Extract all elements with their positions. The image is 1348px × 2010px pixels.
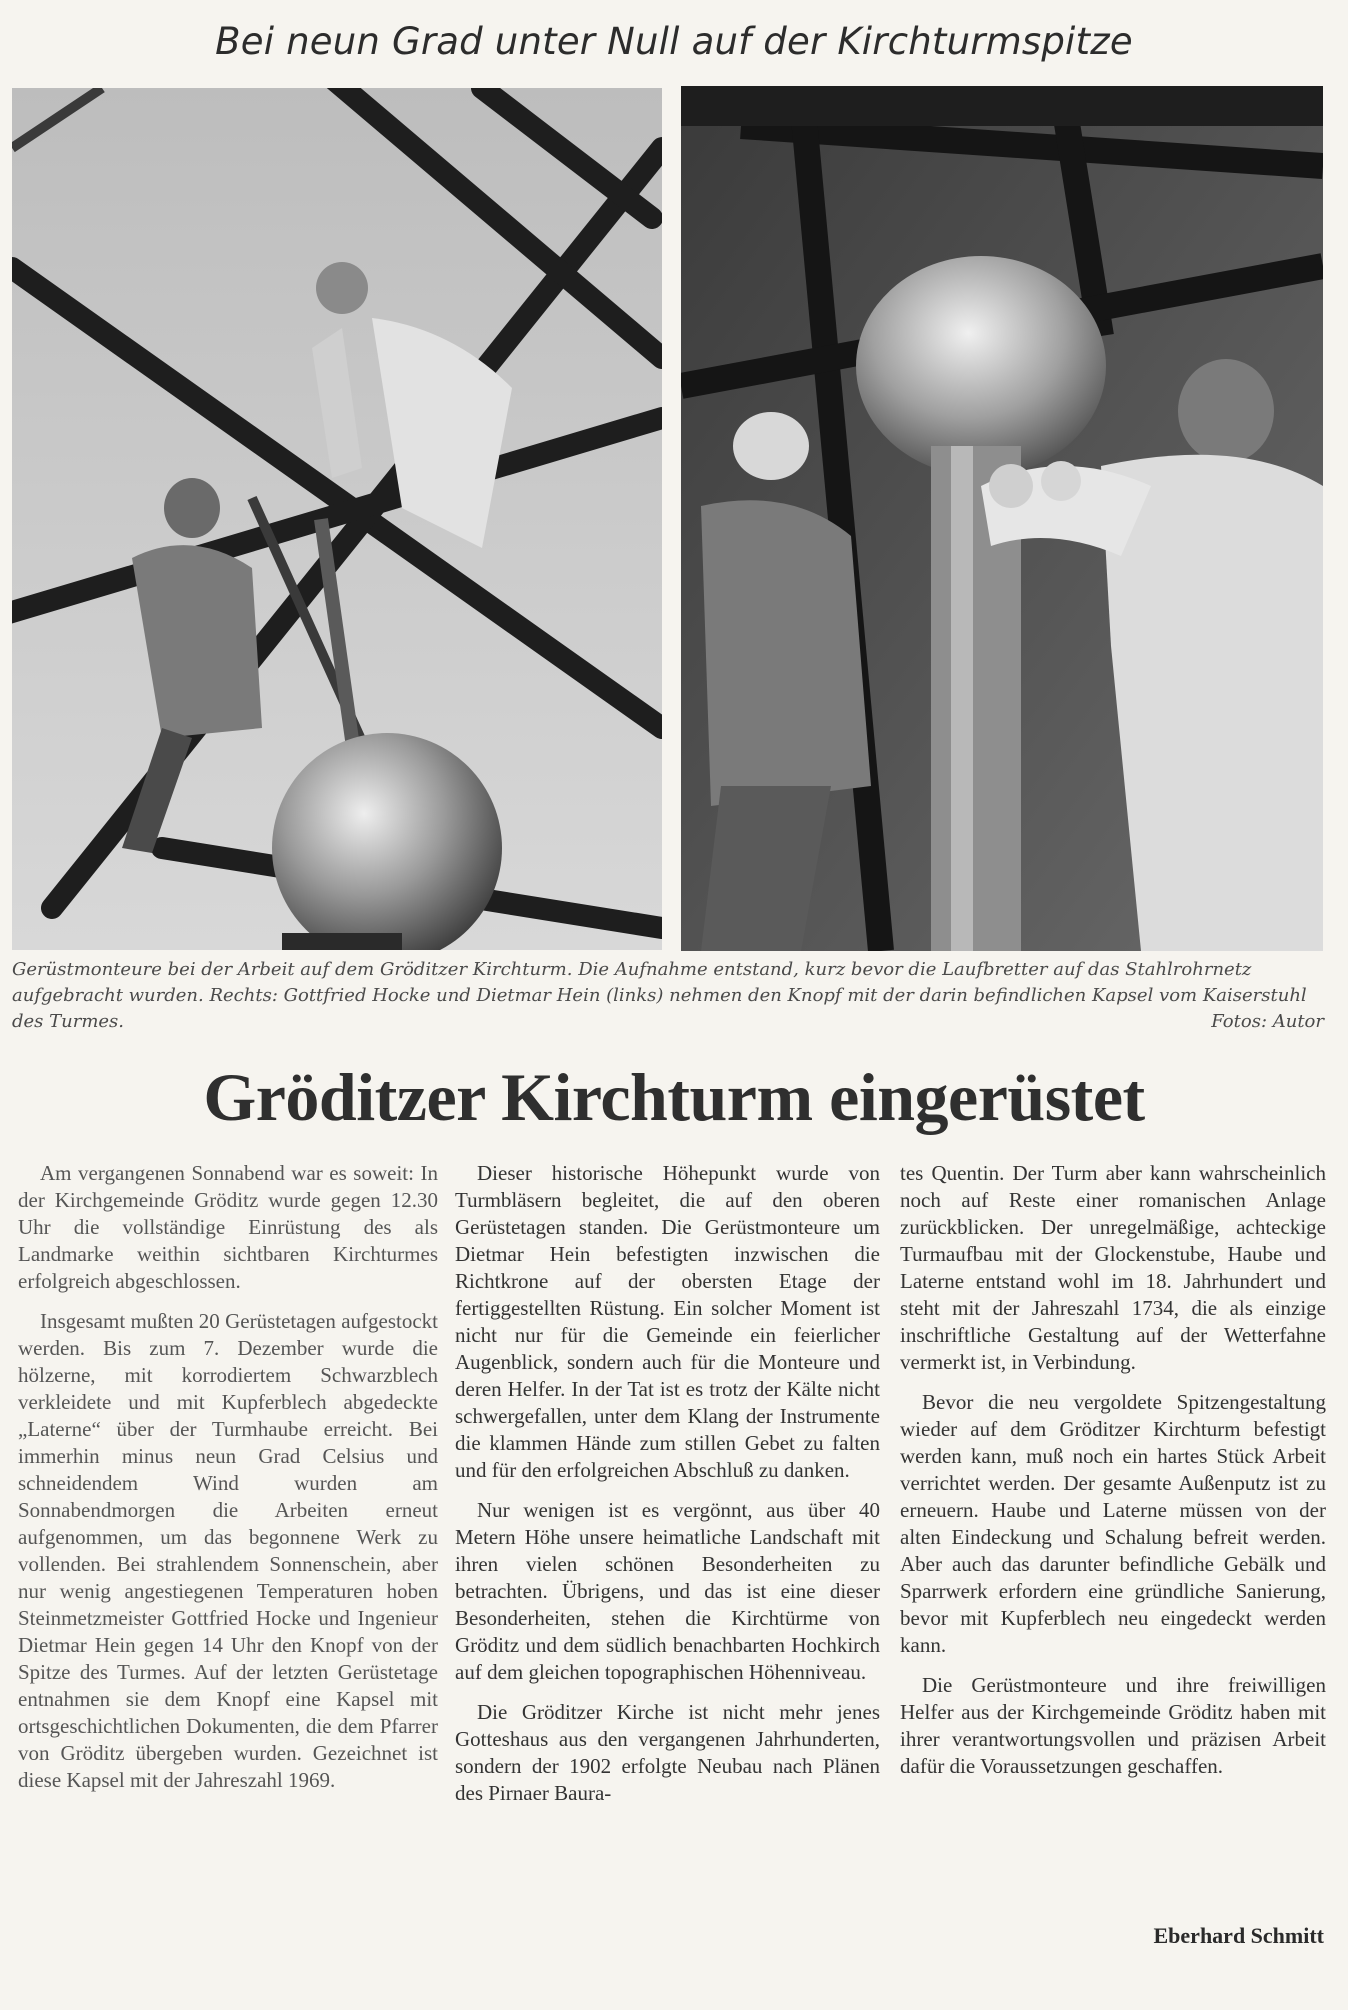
paragraph: Dieser historische Höhepunkt wurde von Turmbläsern begleitet, die auf den oberen Gerüstetagen standen. Die Gerüstmonteure um Dietmar Hein befestigten inzwischen die Richtkrone auf der obersten Etage der fertiggestellten Rüstung. Ein solcher Moment ist nicht nur für die Gemeinde ein feierlicher Augenblick, sondern auch für die Monteure und deren Helfer. In der Tat ist es trotz der Kälte nicht schwergefallen, unter dem Klang der Instrumente die klammen Hände zum stillen Gebet zu falten und für den erfolgreichen Abschluß zu danken. — [455, 1161, 880, 1482]
article-column-2 — [455, 1160, 880, 1820]
paragraph: Nur wenigen ist es vergönnt, aus über 40 Metern Höhe unsere heimatliche Landschaft mit ihren vielen schönen Besonderheiten zu betrachten. Übrigens, und das ist eine dieser Besonderheiten, stehen die Kirchtürme von Gröditz und dem südlich benachbarten Hochkirch auf dem gleichen topographischen Höhenniveau. — [455, 1498, 880, 1684]
kicker-headline: Bei neun Grad unter Null auf der Kirchturmspitze — [215, 20, 1133, 63]
article-column-3 — [900, 1160, 1326, 1793]
paragraph: Am vergangenen Sonnabend war es soweit: In der Kirchgemeinde Gröditz wurde gegen 12.30 Uhr die vollständige Einrüstung des als Landmarke weithin sichtbaren Kirchturmes erfolgreich abgeschlossen. — [18, 1161, 438, 1293]
paragraph: Bevor die neu vergoldete Spitzengestaltung wieder auf dem Gröditzer Kirchturm befestigt werden kann, muß noch ein hartes Stück Arbeit verrichtet werden. Der gesamte Außenputz ist zu erneuern. Haube und Laterne müssen von der alten Eindeckung und Schalung befreit werden. Aber auch das darunter befindliche Gebälk und Sparrwerk erfordern eine gründliche Sanierung, bevor mit Kupferblech neu eingedeckt werden kann. — [900, 1390, 1326, 1657]
paragraph: tes Quentin. Der Turm aber kann wahrscheinlich noch auf Reste einer romanischen Anlage zurückblicken. Der unregelmäßige, achteckige Turmaufbau mit der Glockenstube, Haube und Laterne entstand wohl im 18. Jahrhundert und steht mit der Jahreszahl 1734, die als einzige inschriftliche Gestaltung auf der Wetterfahne vermerkt ist, in Verbindung. — [900, 1161, 1326, 1374]
photo-knob-removal — [681, 86, 1323, 951]
caption-text: Gerüstmonteure bei der Arbeit auf dem Gröditzer Kirchturm. Die Aufnahme entstand, kurz bevor die Laufbretter auf das Stahlrohrnetz aufgebracht wurden. Rechts: Gottfried Hocke und Dietmar Hein (links) nehmen den Knopf mit der darin befindlichen Kapsel vom Kaiserstuhl des Turmes. — [12, 959, 1307, 1032]
scaffolding-workers-photo-icon — [12, 88, 662, 950]
author-byline: Eberhard Schmitt — [1153, 1923, 1324, 1948]
photo-credit: Fotos: Autor — [1211, 1011, 1324, 1032]
paragraph: Die Gröditzer Kirche ist nicht mehr jenes Gotteshaus aus den vergangenen Jahrhunderten, sondern der 1902 erfolgte Neubau nach Plänen des Pirnaer Baura- — [455, 1700, 880, 1805]
headline: Gröditzer Kirchturm eingerüstet — [203, 1059, 1145, 1135]
photo-caption — [12, 957, 1324, 1035]
workers-with-tower-knob-photo-icon — [681, 86, 1323, 951]
paragraph: Die Gerüstmonteure und ihre freiwilligen Helfer aus der Kirchgemeinde Gröditz haben mit ihrer verantwortungsvollen und präzisen Arbeit dafür die Voraussetzungen geschaffen. — [900, 1673, 1326, 1778]
paragraph: Insgesamt mußten 20 Gerüstetagen aufgestockt werden. Bis zum 7. Dezember wurde die hölzerne, mit korrodiertem Schwarzblech verkleidete und mit Kupferblech abgedeckte „Laterne“ über der Turmhaube erreicht. Bei immerhin minus neun Grad Celsius und schneidendem Wind wurden am Sonnabendmorgen die Arbeiten erneut aufgenommen, um das begonnene Werk zu vollenden. Bei strahlendem Sonnenschein, aber nur wenig angestiegenen Temperaturen hoben Steinmetzmeister Gottfried Hocke und Ingenieur Dietmar Hein gegen 14 Uhr den Knopf von der Spitze des Turmes. Auf der letzten Gerüstetage entnahmen sie dem Knopf eine Kapsel mit ortsgeschichtlichen Dokumenten, die dem Pfarrer von Gröditz übergeben wurden. Gezeichnet ist diese Kapsel mit der Jahreszahl 1969. — [18, 1309, 438, 1792]
photo-scaffolding-workers — [12, 88, 662, 950]
article-column-1 — [18, 1160, 438, 1807]
